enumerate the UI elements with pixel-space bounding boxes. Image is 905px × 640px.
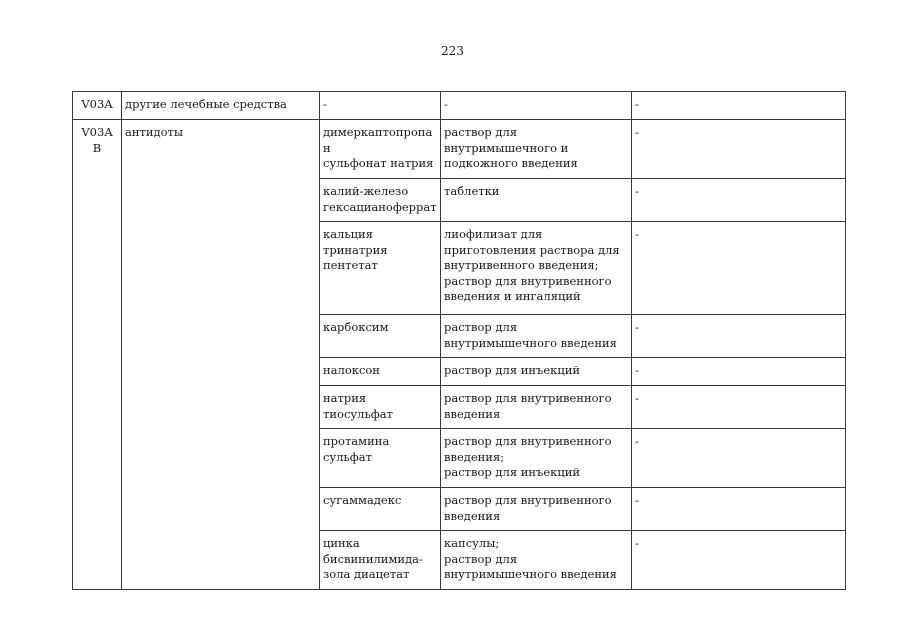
drug-name-cell: цинка бисвинилимида- зола диацетат [320, 531, 441, 590]
dosage-form-cell: таблетки [441, 179, 632, 222]
dosage-form-cell: раствор для инъекций [441, 358, 632, 386]
note-cell: - [632, 315, 846, 358]
group-name-cell: другие лечебные средства [122, 92, 320, 120]
drug-name-cell: карбоксим [320, 315, 441, 358]
drug-name-cell: кальция тринатрия пентетат [320, 222, 441, 315]
drug-name-cell: димеркаптопропан сульфонат натрия [320, 120, 441, 179]
group-name-cell: антидоты [122, 120, 320, 590]
dosage-form-cell: раствор для внутримышечного введения [441, 315, 632, 358]
note-cell: - [632, 179, 846, 222]
page-number: 223 [441, 44, 464, 58]
drug-name-cell: - [320, 92, 441, 120]
table-row [73, 120, 846, 179]
dosage-form-cell: - [441, 92, 632, 120]
drug-name-cell: сугаммадекс [320, 488, 441, 531]
drug-name-cell: протамина сульфат [320, 429, 441, 488]
table-row [73, 92, 846, 120]
dosage-form-cell: раствор для внутривенного введения [441, 488, 632, 531]
drug-table [72, 91, 846, 590]
drug-name-cell: натрия тиосульфат [320, 386, 441, 429]
note-cell: - [632, 531, 846, 590]
drug-name-cell: налоксон [320, 358, 441, 386]
note-cell: - [632, 358, 846, 386]
dosage-form-cell: раствор для внутримышечного и подкожного введения [441, 120, 632, 179]
note-cell: - [632, 488, 846, 531]
dosage-form-cell: раствор для внутривенного введения [441, 386, 632, 429]
note-cell: - [632, 120, 846, 179]
drug-name-cell: калий-железо гексацианоферрат [320, 179, 441, 222]
atc-code-cell: V03A B [73, 120, 122, 590]
note-cell: - [632, 222, 846, 315]
dosage-form-cell: раствор для внутривенного введения; раствор для инъекций [441, 429, 632, 488]
note-cell: - [632, 386, 846, 429]
dosage-form-cell: лиофилизат для приготовления раствора для внутривенного введения; раствор для внутривенного введения и ингаляций [441, 222, 632, 315]
atc-code-cell: V03A [73, 92, 122, 120]
note-cell: - [632, 429, 846, 488]
dosage-form-cell: капсулы; раствор для внутримышечного введения [441, 531, 632, 590]
note-cell: - [632, 92, 846, 120]
